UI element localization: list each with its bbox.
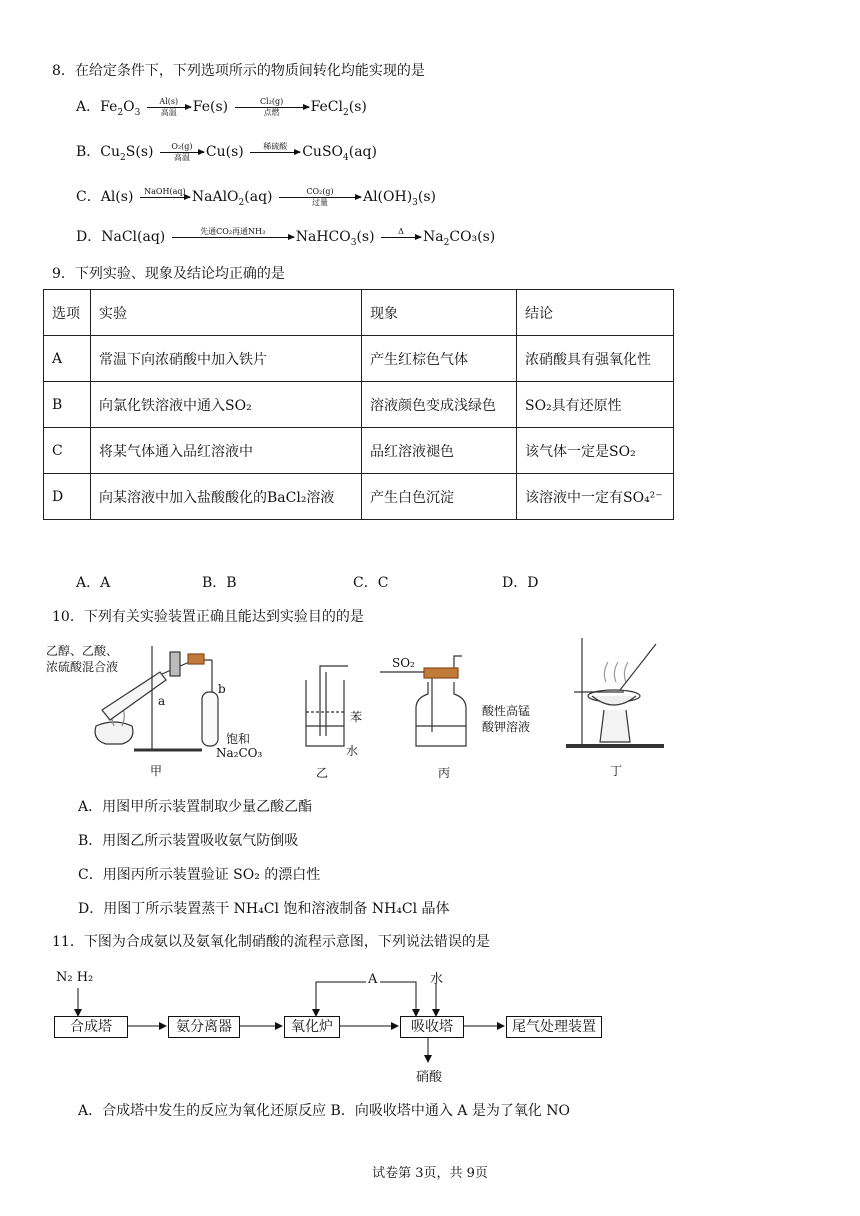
table-cell: SO₂具有还原性 bbox=[517, 382, 674, 428]
table-row bbox=[44, 382, 674, 428]
q11-stem: 11．下图为合成氨以及氨氧化制硝酸的流程示意图，下列说法错误的是 bbox=[52, 934, 490, 950]
label-mixture-line1: 乙醇、乙酸、 bbox=[46, 644, 119, 658]
apparatus-drawing bbox=[44, 632, 724, 782]
q8-option-d: D．NaCl(aq) 先通CO₂再通NH₃ NaHCO$_3$(s) Δ $Na_2CO_3(s)$ bbox=[76, 227, 496, 248]
table-cell: D bbox=[44, 474, 91, 520]
q10-option-b: B．用图乙所示装置吸收氨气防倒吸 bbox=[78, 833, 299, 849]
table-cell: 向氯化铁溶液中通入SO₂ bbox=[91, 382, 362, 428]
flow-diagram bbox=[50, 960, 610, 1090]
table-row bbox=[44, 474, 674, 520]
label-saturated: 饱和 bbox=[226, 732, 251, 746]
table-header-cell: 结论 bbox=[517, 290, 674, 336]
label-b: b bbox=[218, 682, 226, 696]
table-cell: 将某气体通入品红溶液中 bbox=[91, 428, 362, 474]
flow-input-label: N₂ H₂ bbox=[56, 970, 94, 985]
experiment-table bbox=[43, 289, 674, 520]
table-cell: A bbox=[44, 336, 91, 382]
q9-answer-a: A．A bbox=[76, 575, 111, 591]
table-cell: C bbox=[44, 428, 91, 474]
reaction-arrow: CO₂(g) 过量 bbox=[279, 187, 361, 207]
table-cell: 该溶液中一定有SO₄²⁻ bbox=[517, 474, 674, 520]
table-cell: 浓硝酸具有强氧化性 bbox=[517, 336, 674, 382]
flow-box-oxidation-furnace: 氧化炉 bbox=[284, 1016, 340, 1038]
q11-options-ab: A．合成塔中发生的反应为氧化还原反应 B．向吸收塔中通入 A 是为了氧化 NO bbox=[78, 1103, 571, 1119]
q9-answer-d: D．D bbox=[502, 575, 539, 591]
reaction-arrow: Δ bbox=[381, 227, 421, 247]
table-row bbox=[44, 336, 674, 382]
q9-answer-b: B．B bbox=[202, 575, 237, 591]
q8-option-a: A．$Fe_2O_3$ Al(s) 高温 Fe(s) Cl₂(g) 点燃 FeCl$_2$(s) bbox=[76, 97, 367, 118]
flow-box-tail-gas-treatment: 尾气处理装置 bbox=[506, 1016, 602, 1038]
q8-option-b: B．$Cu_2S(s)$ O₂(g) 高温 Cu(s) 稀硫酸 CuSO$_4$(aq) bbox=[76, 142, 377, 163]
label-benzene: 苯 bbox=[350, 710, 363, 724]
q10-option-c: C．用图丙所示装置验证 SO₂ 的漂白性 bbox=[78, 867, 321, 883]
reaction-arrow: 稀硫酸 bbox=[250, 142, 300, 162]
table-cell: 该气体一定是SO₂ bbox=[517, 428, 674, 474]
flow-label-water: 水 bbox=[430, 972, 444, 987]
apparatus-figure bbox=[44, 632, 724, 782]
label-kmno4-line1: 酸性高锰 bbox=[482, 704, 531, 718]
reaction-arrow: 先通CO₂再通NH₃ bbox=[172, 227, 294, 247]
label-kmno4-line2: 酸钾溶液 bbox=[482, 720, 531, 734]
table-header-row bbox=[44, 290, 674, 336]
reaction-arrow: NaOH(aq) bbox=[140, 187, 190, 207]
caption-bing: 丙 bbox=[438, 766, 451, 780]
flow-box-ammonia-separator: 氨分离器 bbox=[168, 1016, 240, 1038]
q10-stem: 10．下列有关实验装置正确且能达到实验目的的是 bbox=[52, 609, 364, 625]
table-cell: B bbox=[44, 382, 91, 428]
reaction-arrow: O₂(g) 高温 bbox=[160, 142, 204, 162]
caption-jia: 甲 bbox=[150, 764, 163, 778]
q9-stem: 9．下列实验、现象及结论均正确的是 bbox=[52, 266, 285, 282]
q8-option-c: C．Al(s) NaOH(aq) NaAlO$_2$(aq) CO₂(g) 过量 $Al(OH)_3(s)$ bbox=[76, 187, 437, 208]
table-cell: 产生白色沉淀 bbox=[362, 474, 517, 520]
flow-label-a: A bbox=[368, 972, 378, 987]
table-header-cell: 选项 bbox=[44, 290, 91, 336]
caption-yi: 乙 bbox=[316, 766, 329, 780]
table-cell: 溶液颜色变成浅绿色 bbox=[362, 382, 517, 428]
reaction-arrow: Al(s) 高温 bbox=[147, 97, 191, 117]
flow-box-synthesis-tower: 合成塔 bbox=[54, 1016, 128, 1038]
label-water: 水 bbox=[346, 744, 359, 758]
q8-stem: 8．在给定条件下，下列选项所示的物质间转化均能实现的是 bbox=[52, 63, 425, 79]
table-header-cell: 实验 bbox=[91, 290, 362, 336]
label-so2: SO₂ bbox=[392, 656, 415, 670]
table-header-cell: 现象 bbox=[362, 290, 517, 336]
table-cell: 向某溶液中加入盐酸酸化的BaCl₂溶液 bbox=[91, 474, 362, 520]
page-footer: 试卷第 3页，共 9页 bbox=[372, 1166, 488, 1181]
label-a: a bbox=[158, 694, 166, 708]
reaction-arrow: Cl₂(g) 点燃 bbox=[235, 97, 309, 117]
flow-box-absorption-tower: 吸收塔 bbox=[400, 1016, 464, 1038]
table-row bbox=[44, 428, 674, 474]
q9-answer-c: C．C bbox=[353, 575, 389, 591]
table-cell: 产生红棕色气体 bbox=[362, 336, 517, 382]
label-na2co3: Na₂CO₃ bbox=[216, 746, 263, 760]
label-mixture-line2: 浓硫酸混合液 bbox=[46, 660, 119, 674]
table-cell: 品红溶液褪色 bbox=[362, 428, 517, 474]
q10-option-a: A．用图甲所示装置制取少量乙酸乙酯 bbox=[78, 799, 313, 815]
flow-label-nitric-acid: 硝酸 bbox=[416, 1070, 443, 1085]
q10-option-d: D．用图丁所示装置蒸干 NH₄Cl 饱和溶液制备 NH₄Cl 晶体 bbox=[78, 901, 450, 917]
table-cell: 常温下向浓硝酸中加入铁片 bbox=[91, 336, 362, 382]
caption-ding: 丁 bbox=[610, 764, 623, 778]
